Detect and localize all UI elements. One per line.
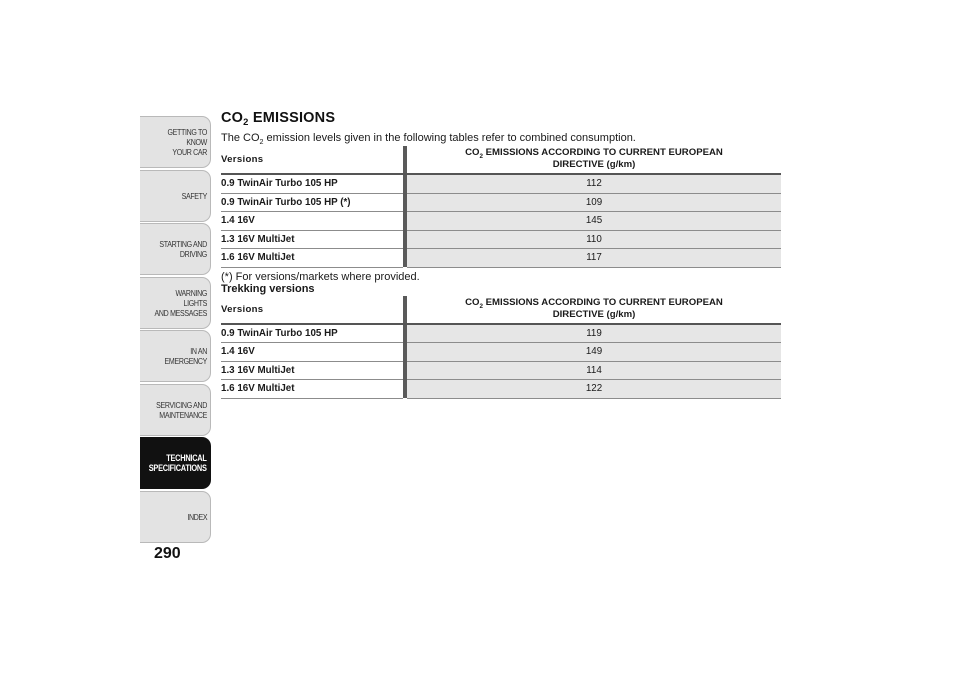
- tab-index[interactable]: [140, 491, 211, 543]
- intro-subscript: 2: [259, 138, 264, 146]
- version-cell: 1.4 16V: [221, 212, 403, 231]
- table-row: [221, 249, 781, 268]
- emissions-header-text: CO: [465, 147, 480, 158]
- emission-value-cell: 109: [407, 193, 781, 212]
- version-cell: 0.9 TwinAir Turbo 105 HP: [221, 174, 403, 193]
- version-cell: 1.4 16V: [221, 343, 403, 362]
- emissions-header-line1: EMISSIONS ACCORDING TO CURRENT EUROPEAN: [482, 147, 723, 158]
- tab-label: SAFETY: [181, 190, 207, 201]
- heading-text: CO: [221, 110, 244, 126]
- tab-technical-specifications[interactable]: [140, 437, 211, 489]
- emissions-header-line1: EMISSIONS ACCORDING TO CURRENT EUROPEAN: [482, 296, 723, 308]
- tab-label: INDEX: [187, 511, 207, 522]
- version-cell: 0.9 TwinAir Turbo 105 HP (*): [221, 193, 403, 212]
- emissions-header: [407, 146, 781, 174]
- table-row: [221, 361, 781, 380]
- emissions-header-subscript: 2: [479, 302, 483, 310]
- trekking-emissions-table: [221, 296, 781, 399]
- emission-value-cell: 119: [407, 324, 781, 343]
- version-cell: 1.3 16V MultiJet: [221, 230, 403, 249]
- tab-starting-and-driving[interactable]: [140, 223, 211, 275]
- tab-label: WARNING LIGHTS AND MESSAGES: [154, 287, 207, 318]
- section-heading: [221, 110, 781, 126]
- footnote: (*) For versions/markets where provided.: [221, 270, 420, 283]
- heading-text-end: EMISSIONS: [248, 110, 336, 126]
- table-row: [221, 174, 781, 193]
- table-header-row: [221, 146, 781, 174]
- emissions-table: [221, 146, 781, 268]
- intro-text: [221, 132, 781, 144]
- emissions-header-line2: DIRECTIVE (g/km): [552, 159, 636, 170]
- version-cell: 1.6 16V MultiJet: [221, 380, 403, 399]
- emission-value-cell: 114: [407, 361, 781, 380]
- table-header-row: [221, 296, 781, 324]
- tab-label: STARTING AND DRIVING: [159, 239, 207, 259]
- heading-subscript: 2: [243, 116, 249, 127]
- table-row: [221, 324, 781, 343]
- tab-safety[interactable]: [140, 170, 211, 222]
- emission-value-cell: 110: [407, 230, 781, 249]
- tab-label: GETTING TO KNOW YOUR CAR: [167, 127, 207, 157]
- page-number: 290: [154, 545, 181, 562]
- intro-text-start: The CO: [221, 132, 260, 144]
- table-row: [221, 343, 781, 362]
- emission-value-cell: 149: [407, 343, 781, 362]
- emission-value-cell: 112: [407, 174, 781, 193]
- intro-text-end: emission levels given in the following tables refer to combined consumption.: [263, 132, 636, 144]
- emissions-header: [407, 296, 781, 324]
- table-row: [221, 212, 781, 231]
- version-cell: 1.6 16V MultiJet: [221, 249, 403, 268]
- emission-value-cell: 117: [407, 249, 781, 268]
- version-cell: 1.3 16V MultiJet: [221, 361, 403, 380]
- tab-servicing-and-maintenance[interactable]: [140, 384, 211, 436]
- tab-label: TECHNICAL SPECIFICATIONS: [149, 453, 207, 473]
- table-row: [221, 380, 781, 399]
- emissions-header-text: CO: [465, 296, 480, 308]
- versions-header: Versions: [221, 154, 264, 165]
- emission-value-cell: 145: [407, 212, 781, 231]
- tab-label: IN AN EMERGENCY: [164, 346, 207, 366]
- table-row: [221, 193, 781, 212]
- main-content: [221, 110, 781, 399]
- chapter-sidebar: [140, 116, 211, 544]
- version-cell: 0.9 TwinAir Turbo 105 HP: [221, 324, 403, 343]
- tab-getting-to-know-your-car[interactable]: [140, 116, 211, 168]
- trekking-heading: Trekking versions: [221, 282, 315, 295]
- emissions-header-line2: DIRECTIVE (g/km): [552, 308, 636, 320]
- versions-header: Versions: [221, 303, 264, 315]
- tab-label: SERVICING AND MAINTENANCE: [156, 399, 207, 420]
- emission-value-cell: 122: [407, 380, 781, 399]
- tab-in-an-emergency[interactable]: [140, 330, 211, 382]
- table-row: [221, 230, 781, 249]
- emissions-header-subscript: 2: [479, 153, 483, 160]
- tab-warning-lights-and-messages[interactable]: [140, 277, 211, 329]
